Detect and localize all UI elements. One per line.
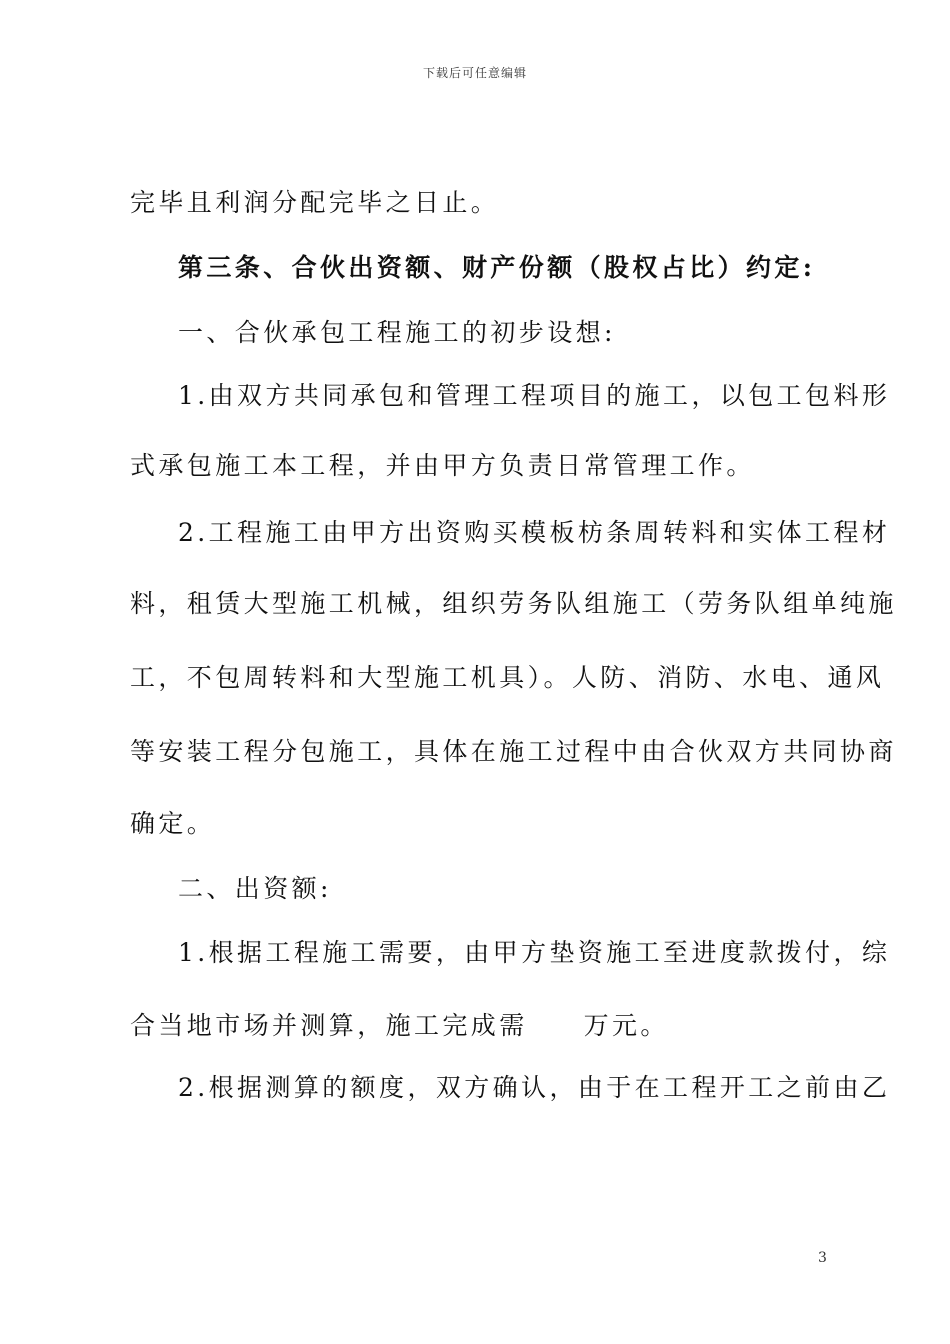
paragraph-line — [130, 1009, 669, 1043]
paragraph-line: 2.工程施工由甲方出资购买模板枋条周转料和实体工程材 — [178, 518, 891, 547]
page-number: 3 — [818, 1250, 827, 1266]
paragraph-line: 等安装工程分包施工，具体在施工过程中由合伙双方共同协商 — [130, 737, 897, 766]
paragraph-line: 料，租赁大型施工机械，组织劳务队组施工（劳务队组单纯施 — [130, 589, 897, 618]
paragraph-text: 合当地市场并测算，施工完成需 — [130, 1011, 528, 1040]
paragraph-line: 1.根据工程施工需要，由甲方垫资施工至进度款拨付，综 — [178, 938, 891, 967]
paragraph-line: 式承包施工本工程，并由甲方负责日常管理工作。 — [130, 451, 755, 480]
paragraph-line: 1.由双方共同承包和管理工程项目的施工，以包工包料形 — [178, 381, 891, 410]
paragraph-line: 2.根据测算的额度，双方确认，由于在工程开工之前由乙 — [178, 1073, 891, 1102]
section-heading: 一、合伙承包工程施工的初步设想: — [178, 318, 616, 347]
paragraph-line: 确定。 — [130, 809, 216, 838]
article-heading: 第三条、合伙出资额、财产份额（股权占比）约定: — [178, 253, 816, 282]
paragraph-line: 完毕且利润分配完毕之日止。 — [130, 188, 500, 217]
page-header: 下载后可任意编辑 — [422, 66, 527, 80]
paragraph-text: 万元。 — [583, 1011, 669, 1040]
paragraph-line: 工，不包周转料和大型施工机具）。人防、消防、水电、通风 — [130, 663, 885, 692]
section-heading: 二、出资额: — [178, 874, 332, 903]
